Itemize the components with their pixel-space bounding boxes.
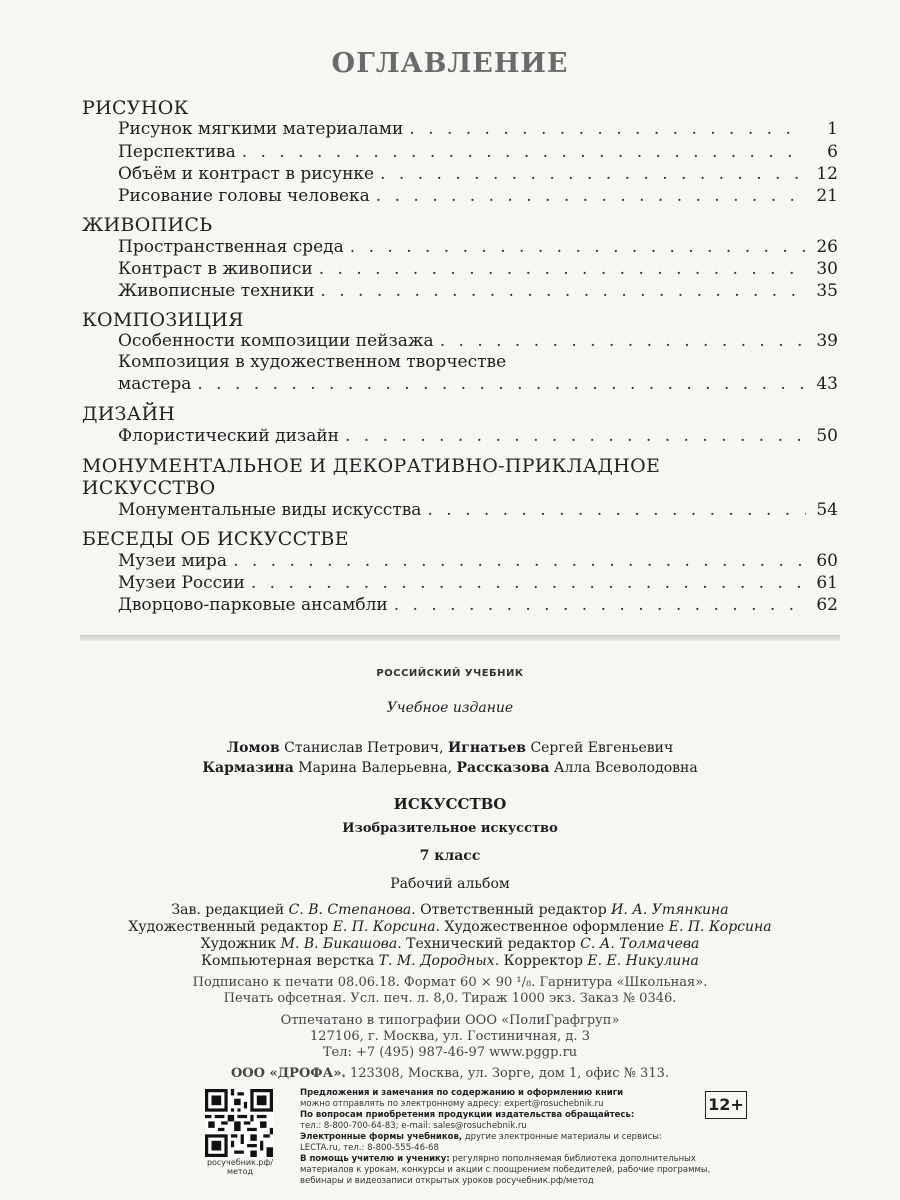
printer-info: Тел: +7 (495) 987-46-97 www.pggp.ru (322, 1045, 578, 1060)
dot-leader (345, 426, 806, 446)
staff-role: . Ответственный редактор (411, 902, 612, 918)
toc-entry-label: Перспектива (118, 142, 236, 162)
toc-entry[interactable] (118, 500, 838, 524)
book-subtitle: Изобразительное искусство (342, 821, 558, 836)
toc-entry[interactable] (118, 573, 838, 597)
age-rating-badge: 12+ (705, 1091, 747, 1119)
authors-line2 (0, 760, 900, 776)
toc-entry-page: 35 (816, 281, 838, 301)
info-text: материалов к урокам, конкурсы и акции с поощрением победителей, рабочие программы, (300, 1165, 711, 1175)
info-heading: По вопросам приобретения продукции издательства обращайтесь: (300, 1110, 635, 1120)
dot-leader (380, 164, 806, 184)
author-name: Станислав Петрович, (284, 740, 444, 756)
toc-entry[interactable] (118, 374, 838, 398)
section-title: КОМПОЗИЦИЯ (82, 309, 244, 331)
dot-leader (251, 573, 806, 593)
staff-role: Компьютерная верстка (201, 953, 379, 969)
printer-info: Отпечатано в типографии ООО «ПолиГрафгруп» (280, 1013, 620, 1028)
info-text: тел.: 8-800-700-64-83; e-mail: sales@rosuchebnik.ru (300, 1121, 527, 1131)
staff-person: С. В. Степанова (288, 902, 412, 918)
toc-entry[interactable] (118, 119, 838, 143)
series-label: РОССИЙСКИЙ УЧЕБНИК (376, 668, 524, 679)
authors-line1 (0, 740, 900, 756)
info-text: можно отправлять по электронному адресу: expert@rosuchebnik.ru (300, 1099, 604, 1109)
info-text: вебинары и видеозаписи открытых уроков росучебник.рф/метод (300, 1176, 594, 1186)
dot-leader (319, 259, 806, 279)
author-name: Марина Валерьевна, (298, 760, 453, 776)
toc-entry-label: мастера (118, 374, 192, 394)
author-surname: Рассказова (456, 760, 550, 776)
staff-person: С. А. Толмачева (580, 936, 700, 952)
info-text: LECTA.ru, тел.: 8-800-555-46-68 (300, 1143, 439, 1153)
dot-leader (197, 374, 806, 394)
dot-leader (376, 186, 806, 206)
toc-entry-page: 43 (816, 374, 838, 394)
info-heading: Электронные формы учебников, (300, 1132, 463, 1142)
toc-entry-page: 21 (816, 186, 838, 206)
author-surname: Игнатьев (448, 740, 526, 756)
toc-entry-label: Рисунок мягкими материалами (118, 119, 404, 139)
staff-line (0, 936, 900, 953)
dot-leader (350, 237, 806, 257)
qr-caption: росучебник.рф/метод (206, 1158, 274, 1176)
toc-entry-label: Объём и контраст в рисунке (118, 164, 375, 184)
toc-entry-label: Пространственная среда (118, 237, 344, 257)
section-title: БЕСЕДЫ ОБ ИСКУССТВЕ (82, 528, 349, 550)
dot-leader (427, 500, 806, 520)
staff-person: Т. М. Дородных (378, 953, 495, 969)
toc-entry[interactable] (118, 186, 838, 210)
toc-entry-label: Музеи мира (118, 551, 228, 571)
toc-entry-label: Контраст в живописи (118, 259, 313, 279)
info-heading: Предложения и замечания по содержанию и оформлению книги (300, 1088, 624, 1098)
toc-entry[interactable] (118, 237, 838, 261)
publication-kind: Рабочий альбом (390, 876, 510, 892)
qr-code-icon[interactable] (205, 1089, 273, 1157)
toc-entry-page: 6 (827, 142, 838, 162)
toc-entry-page: 60 (816, 551, 838, 571)
toc-entry-page: 1 (827, 119, 838, 139)
staff-role: . Художественное оформление (435, 919, 669, 935)
section-title: ИСКУССТВО (82, 477, 216, 499)
printer-info: 127106, г. Москва, ул. Гостиничная, д. 3 (310, 1029, 590, 1044)
toc-entry[interactable] (118, 142, 838, 166)
edition-type: Учебное издание (386, 700, 514, 716)
staff-role: Художник (200, 936, 281, 952)
staff-role: Художественный редактор (128, 919, 333, 935)
toc-entry-label-line1: Композиция в художественном творчестве (118, 352, 507, 372)
grade: 7 класс (419, 848, 481, 864)
toc-entry-label: Флористический дизайн (118, 426, 339, 446)
author-surname: Ломов (226, 740, 280, 756)
staff-person: М. В. Бикашова (280, 936, 398, 952)
toc-entry-label: Дворцово-парковые ансамбли (118, 595, 388, 615)
toc-entry-page: 30 (816, 259, 838, 279)
dot-leader (320, 281, 806, 301)
toc-entry-page: 54 (816, 500, 838, 520)
info-text: другие электронные материалы и сервисы: (462, 1132, 662, 1142)
toc-entry-page: 39 (816, 331, 838, 351)
info-heading: В помощь учителю и ученику: (300, 1154, 450, 1164)
toc-entry-page: 62 (816, 595, 838, 615)
toc-entry[interactable] (118, 259, 838, 283)
toc-entry-label: Рисование головы человека (118, 186, 370, 206)
author-name: Алла Всеволодовна (553, 760, 698, 776)
staff-person: Е. Е. Никулина (587, 953, 699, 969)
toc-entry-label: Особенности композиции пейзажа (118, 331, 434, 351)
dot-leader (440, 331, 806, 351)
section-divider (80, 635, 840, 641)
toc-entry[interactable] (118, 164, 838, 188)
toc-entry[interactable] (118, 426, 838, 450)
staff-role: . Технический редактор (397, 936, 581, 952)
toc-entry[interactable] (118, 595, 838, 619)
publisher-name: ООО «ДРОФА». (230, 1066, 346, 1081)
publisher-info (0, 1066, 900, 1082)
staff-line (0, 919, 900, 936)
toc-entry[interactable] (118, 281, 838, 305)
page-title: ОГЛАВЛЕНИЕ (331, 48, 569, 79)
dot-leader (394, 595, 806, 615)
staff-person: И. А. Утянкина (611, 902, 729, 918)
toc-entry-page: 26 (816, 237, 838, 257)
staff-person: Е. П. Корсина (332, 919, 436, 935)
staff-role: Зав. редакцией (171, 902, 289, 918)
dot-leader (409, 119, 806, 139)
section-title-line1: МОНУМЕНТАЛЬНОЕ И ДЕКОРАТИВНО-ПРИКЛАДНОЕ (82, 455, 661, 477)
section-title: ДИЗАЙН (82, 403, 176, 425)
print-details: Подписано к печати 08.06.18. Формат 60 × 90 ¹/₈. Гарнитура «Школьная». (192, 975, 708, 990)
author-surname: Кармазина (202, 760, 294, 776)
contact-info (300, 1088, 720, 1187)
toc-entry-label: Монументальные виды искусства (118, 500, 422, 520)
toc-entry-page: 12 (816, 164, 838, 184)
author-name: Сергей Евгеньевич (530, 740, 674, 756)
toc-entry[interactable] (118, 551, 838, 575)
staff-person: Е. П. Корсина (668, 919, 772, 935)
print-details: Печать офсетная. Усл. печ. л. 8,0. Тираж 1000 экз. Заказ № 0346. (223, 991, 677, 1006)
staff-line (0, 953, 900, 970)
info-text: регулярно пополняемая библиотека дополнительных (449, 1154, 696, 1164)
toc-entry-label: Музеи России (118, 573, 245, 593)
publisher-address: 123308, Москва, ул. Зорге, дом 1, офис № 313. (345, 1066, 670, 1081)
toc-entry-page: 61 (816, 573, 838, 593)
staff-line (0, 902, 900, 919)
toc-entry-label: Живописные техники (118, 281, 315, 301)
toc-entry-page: 50 (816, 426, 838, 446)
section-title: ЖИВОПИСЬ (82, 214, 213, 236)
book-title: ИСКУССТВО (393, 795, 507, 813)
dot-leader (242, 142, 806, 162)
section-title: РИСУНОК (82, 97, 189, 119)
dot-leader (233, 551, 806, 571)
staff-role: . Корректор (494, 953, 588, 969)
